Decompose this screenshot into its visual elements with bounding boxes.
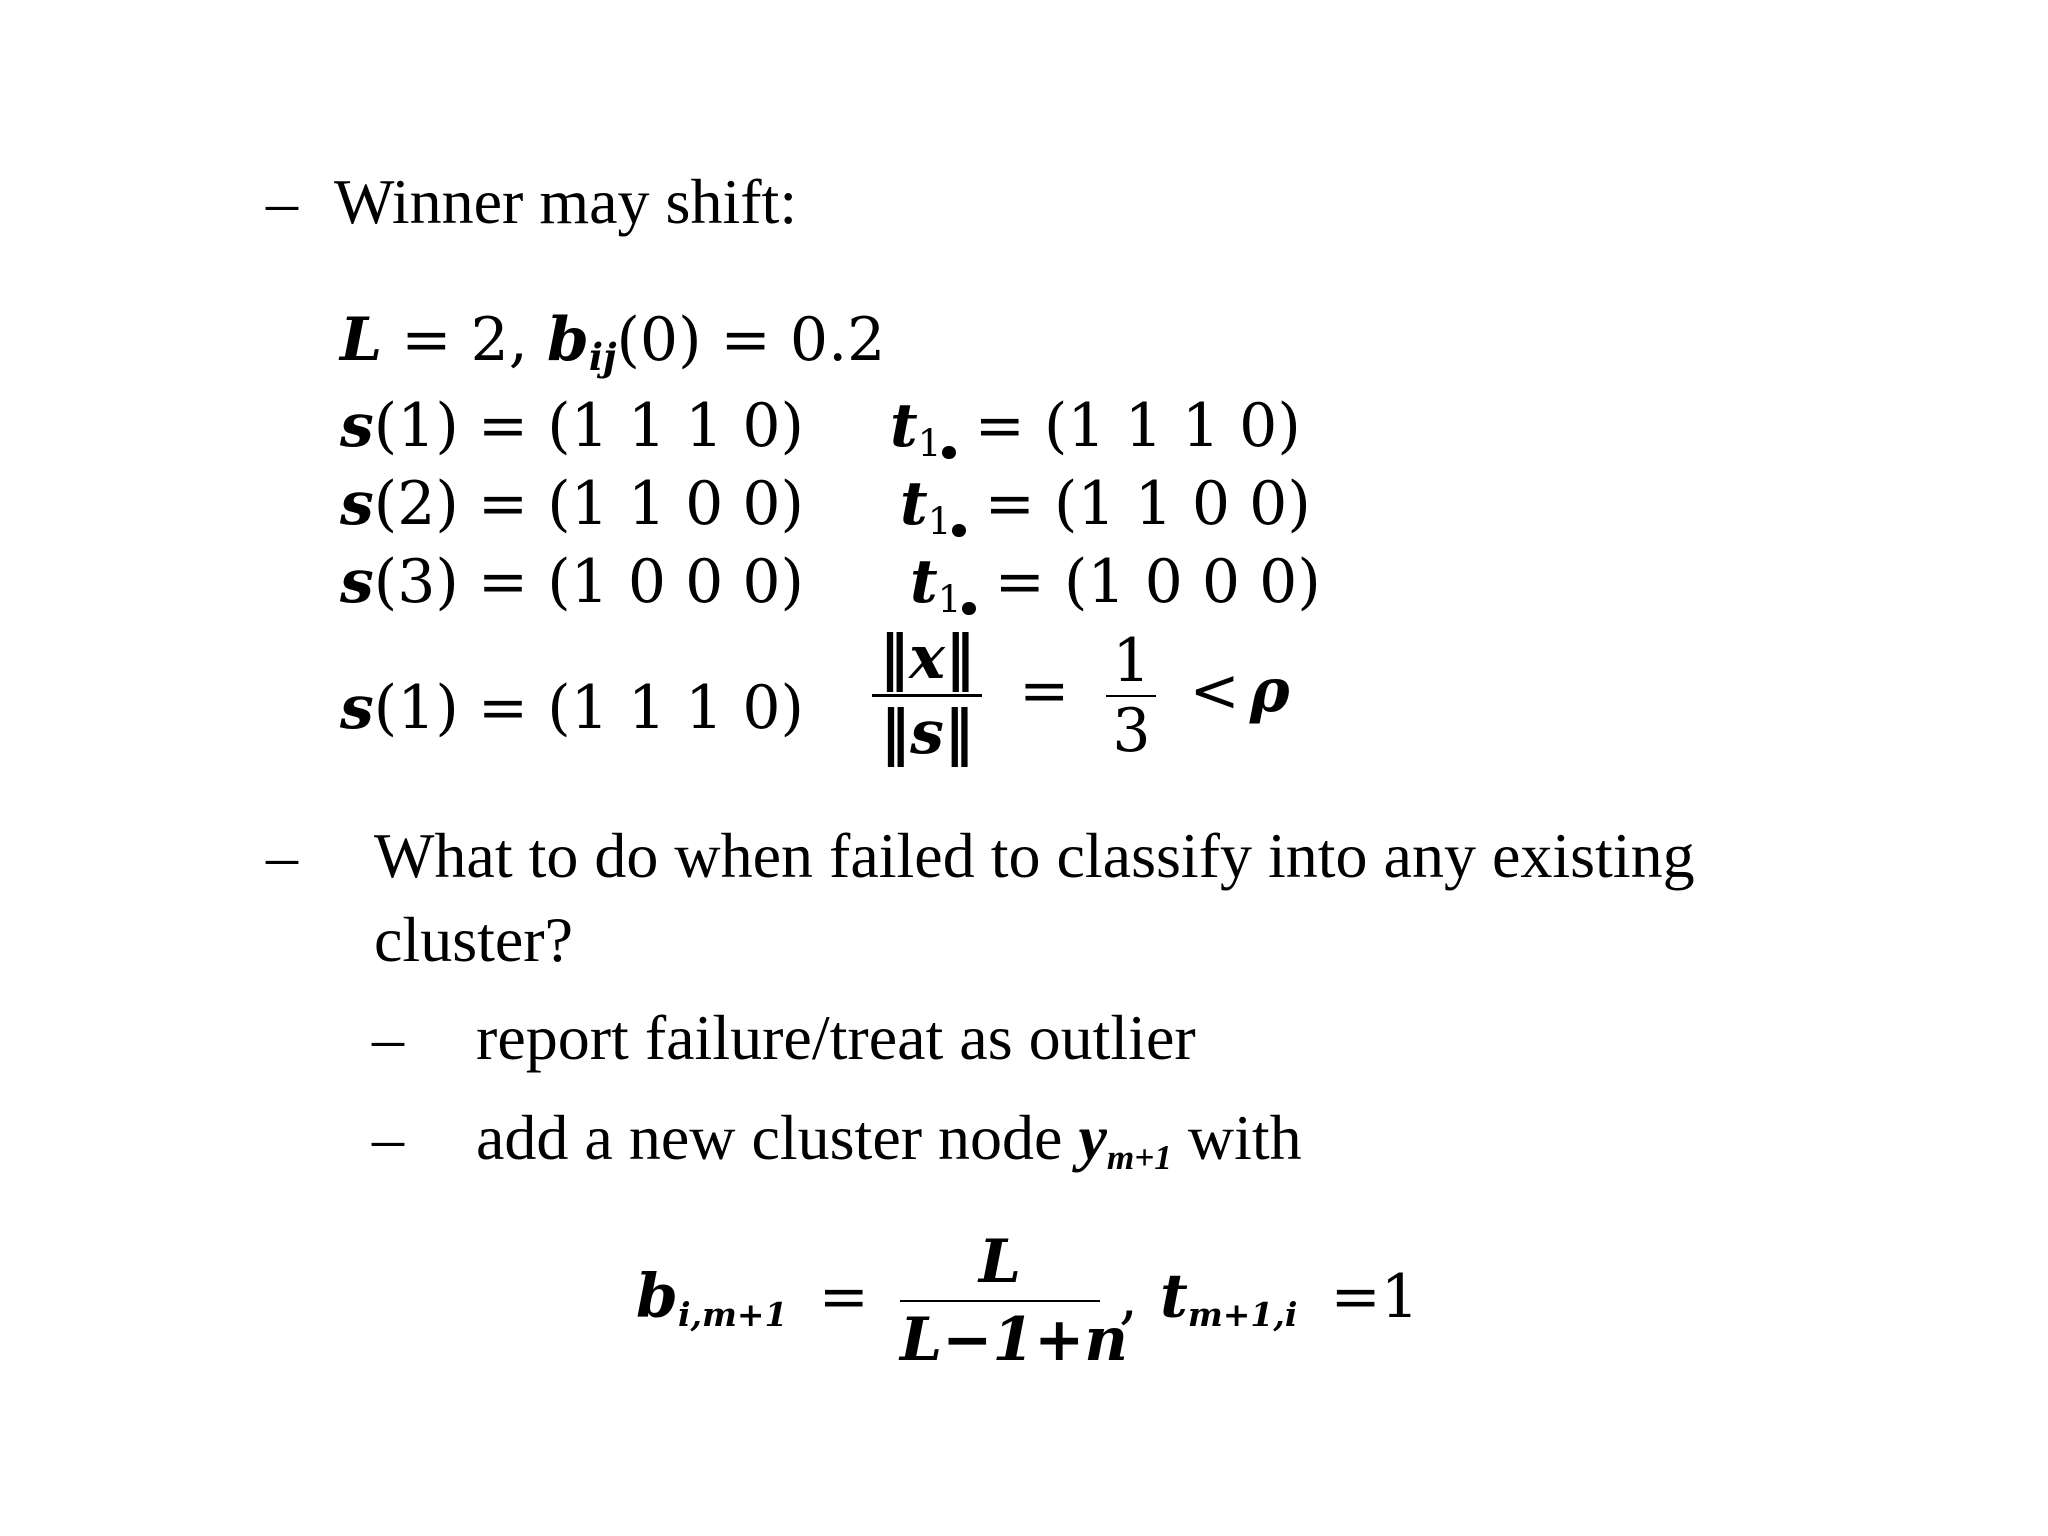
fraction-den: L−1+n [899,1305,1129,1375]
sub-bullet-dash-2: – [372,1102,404,1173]
sub-bullet-add [476,1102,1302,1177]
b-subscript: ij [588,335,617,380]
var-s: s [340,469,374,539]
eq-text: = 2, [382,305,547,375]
fraction-num: 1 [1112,625,1151,696]
equation-row-2-right [900,469,1311,544]
b-subscript: i,m+1 [677,1294,788,1334]
bullet-dot-icon [962,602,975,615]
norm-fraction [872,623,982,768]
var-b: b [546,305,589,375]
equation-vigilance-left [340,673,804,743]
t-subscript: 1 [937,577,962,622]
add-prefix: add a new cluster node [476,1102,1063,1173]
eq-rest: (0) = 0.2 [616,305,886,375]
var-rho: ρ [1249,656,1290,727]
equation-row-3-left [340,547,804,617]
norm-s: ‖s‖ [880,698,974,768]
var-t: t [890,391,918,461]
row-arg: (3) = (1 0 0 0) [373,547,804,617]
new-node-fraction [899,1227,1129,1375]
fraction-num-L: L [978,1227,1022,1297]
bullet-dot-icon [952,524,965,537]
equals-sign: = [818,1261,869,1332]
bullet-dash-2: – [266,820,298,891]
bullet-dot-icon [942,446,955,459]
row-arg: (1) = (1 1 1 0) [373,391,804,461]
equation-params [340,305,886,380]
var-L: L [340,305,383,375]
sub-bullet-report: report failure/treat as outlier [476,1002,1196,1073]
var-t: t [910,547,938,617]
row-arg: (2) = (1 1 0 0) [373,469,804,539]
sub-bullet-dash-1: – [372,1002,404,1073]
t-subscript: m+1,i [1187,1294,1298,1334]
bullet-winner-text: Winner may shift: [334,166,798,237]
one-third-fraction [1106,625,1156,766]
y-subscript: m+1 [1106,1137,1172,1177]
row-rest: = (1 1 1 0) [955,391,1301,461]
norm-x: ‖x‖ [879,623,975,693]
row-rest: = (1 1 0 0) [965,469,1311,539]
var-s: s [340,547,374,617]
t-subscript: 1 [927,499,952,544]
var-t: t [1160,1261,1188,1332]
equation-vigilance-right [872,623,1290,768]
row-arg: (1) = (1 1 1 0) [373,673,804,743]
equation-new-node [636,1227,1419,1375]
row-rest: = (1 0 0 0) [975,547,1321,617]
add-suffix: with [1187,1102,1302,1173]
bullet-what-line-1: What to do when failed to classify into any existing [374,820,1695,891]
var-t: t [900,469,928,539]
equation-row-1-left [340,391,804,461]
comma: , [1119,1261,1139,1332]
var-y: y [1078,1102,1107,1173]
equals-sign: = [1019,656,1070,727]
var-s: s [340,673,374,743]
fraction-den: 3 [1112,695,1151,766]
var-b: b [636,1261,678,1332]
t-subscript: 1 [917,421,942,466]
less-than-sign: < [1189,656,1240,727]
equation-row-2-left [340,469,804,539]
equals-one: =1 [1330,1261,1419,1332]
equation-row-3-right [910,547,1321,622]
bullet-dash-1: – [266,166,298,237]
var-s: s [340,391,374,461]
equation-row-1-right [890,391,1301,466]
bullet-what-line-2: cluster? [374,904,573,975]
